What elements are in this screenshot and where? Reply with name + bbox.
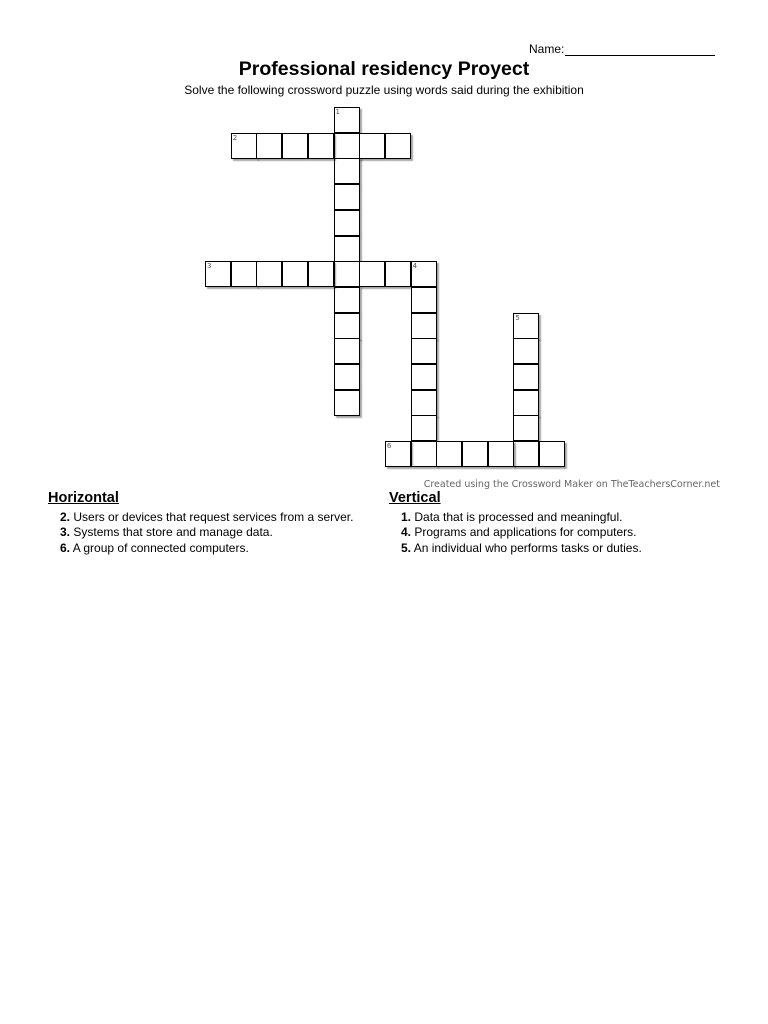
- crossword-cell[interactable]: [359, 261, 385, 287]
- crossword-cell[interactable]: [385, 441, 411, 467]
- clue-item: [389, 510, 719, 526]
- vertical-clues: [389, 491, 719, 556]
- crossword-cell[interactable]: [436, 441, 462, 467]
- crossword-cell[interactable]: [282, 133, 308, 159]
- crossword-cell[interactable]: [334, 390, 360, 416]
- cell-clue-number: 4: [412, 262, 418, 271]
- clue-number: 5.: [401, 540, 412, 555]
- crossword-cell[interactable]: [205, 261, 231, 287]
- cell-clue-number: 2: [232, 133, 238, 142]
- page-title: Professional residency Proyect: [238, 58, 530, 80]
- crossword-cell[interactable]: [513, 338, 539, 364]
- crossword-cell[interactable]: [334, 107, 360, 133]
- crossword-cell[interactable]: [334, 133, 360, 159]
- crossword-cell[interactable]: [411, 390, 437, 416]
- clue-text: Systems that store and manage data.: [73, 525, 273, 539]
- crossword-cell[interactable]: [334, 236, 360, 262]
- crossword-cell[interactable]: [411, 441, 437, 467]
- credit-text: Created using the Crossword Maker on TheTeachersCorner.net: [423, 479, 720, 490]
- clue-text: Data that is processed and meaningful.: [414, 509, 623, 524]
- crossword-cell[interactable]: [334, 287, 360, 313]
- crossword-cell[interactable]: [308, 261, 334, 287]
- crossword-cell[interactable]: [385, 133, 411, 159]
- clue-item: [48, 525, 358, 541]
- vertical-heading: Vertical: [389, 490, 441, 506]
- crossword-cell[interactable]: [385, 261, 411, 287]
- crossword-cell[interactable]: [359, 133, 385, 159]
- crossword-cell[interactable]: [256, 133, 282, 159]
- crossword-cell[interactable]: [411, 261, 437, 287]
- clue-item: [48, 541, 358, 557]
- clue-item: [389, 525, 719, 541]
- horizontal-heading: Horizontal: [48, 490, 119, 506]
- crossword-grid: [0, 0, 768, 480]
- crossword-cell[interactable]: [462, 441, 488, 467]
- clue-text: An individual who performs tasks or duties.: [413, 540, 642, 555]
- crossword-cell[interactable]: [334, 158, 360, 184]
- crossword-cell[interactable]: [513, 364, 539, 390]
- horizontal-clues: [48, 491, 358, 556]
- clue-number: 2.: [60, 509, 71, 524]
- crossword-cell[interactable]: [334, 210, 360, 236]
- crossword-cell[interactable]: [334, 338, 360, 364]
- crossword-cell[interactable]: [411, 313, 437, 339]
- clue-number: 6.: [60, 540, 71, 555]
- clue-text: Users or devices that request services from a server.: [73, 509, 354, 524]
- name-label: Name:: [529, 42, 565, 56]
- clue-text: Programs and applications for computers.: [414, 525, 637, 539]
- crossword-cell[interactable]: [513, 415, 539, 441]
- crossword-cell[interactable]: [411, 338, 437, 364]
- page-subtitle: Solve the following crossword puzzle using words said during the exhibition: [184, 83, 584, 97]
- crossword-cell[interactable]: [513, 313, 539, 339]
- crossword-cell[interactable]: [334, 364, 360, 390]
- cell-clue-number: 3: [207, 262, 212, 271]
- crossword-cell[interactable]: [539, 441, 565, 467]
- crossword-cell[interactable]: [282, 261, 308, 287]
- crossword-cell[interactable]: [334, 184, 360, 210]
- crossword-cell[interactable]: [411, 415, 437, 441]
- crossword-cell[interactable]: [308, 133, 334, 159]
- crossword-cell[interactable]: [513, 390, 539, 416]
- clue-item: [389, 541, 719, 557]
- crossword-cell[interactable]: [411, 287, 437, 313]
- cell-clue-number: 1: [335, 108, 340, 116]
- clue-number: 1.: [401, 509, 412, 524]
- crossword-cell[interactable]: [231, 133, 257, 159]
- crossword-cell[interactable]: [488, 441, 514, 467]
- clue-number: 3.: [60, 525, 71, 539]
- crossword-cell[interactable]: [334, 313, 360, 339]
- crossword-cell[interactable]: [334, 261, 360, 287]
- crossword-cell[interactable]: [513, 441, 539, 467]
- clue-item: [48, 510, 358, 526]
- cell-clue-number: 5: [515, 313, 520, 322]
- cell-clue-number: 6: [386, 442, 392, 451]
- crossword-cell[interactable]: [411, 364, 437, 390]
- clue-number: 4.: [401, 525, 412, 539]
- crossword-cell[interactable]: [231, 261, 257, 287]
- clue-text: A group of connected computers.: [72, 540, 249, 555]
- crossword-cell[interactable]: [256, 261, 282, 287]
